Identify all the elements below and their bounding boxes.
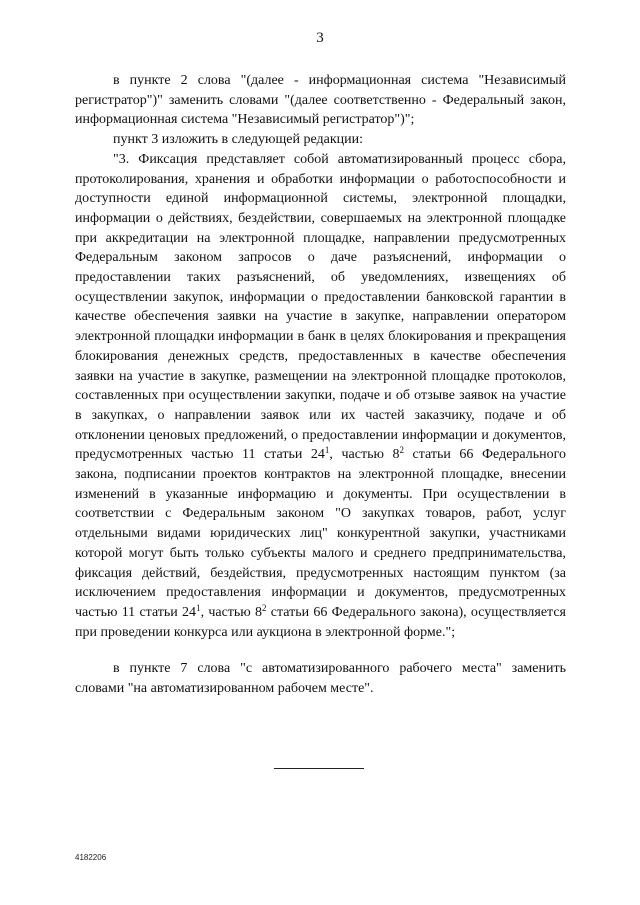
document-body: [75, 71, 566, 699]
page-number: 3: [316, 30, 324, 46]
text-segment: "3. Фиксация представляет собой автоматизированный процесс сбора, протоколирования, хранения и обработки информации о работоспособности и доступности единой информационной системы, электронной площадки, информации о действиях, бездействии, совершаемых на электронной площадке при аккредитации на электронной площадке, направлении предусмотренных Федеральным законом запросов о даче разъяснений, информации о предоставлении таких разъяснений, об уведомлениях, извещениях об осуществлении закупок, информации о предоставлении банковской гарантии в качестве обеспечения заявки на участие в закупке, направлении оператором электронной площадки информации в банк в целях блокирования и прекращения блокирования денежных средств, предоставленных в качестве обеспечения заявки на участие в закупке, размещении на электронной площадке протоколов, составленных при осуществлении закупки, подаче и об отзыве заявок на участие в закупках, о направлении заявок или их частей заказчику, подаче и об отклонении ценовых предложений, о предоставлении информации и документов, предусмотренных частью 11 статьи 24: [75, 151, 566, 463]
paragraph-amend-point-2: в пункте 2 слова "(далее - информационная система "Независимый регистратор")" заменить словами "(далее соответственно - Федеральный закон, информационная система "Независимый регистратор")";: [75, 73, 566, 128]
superscript: 1: [324, 445, 330, 456]
superscript: 2: [262, 602, 267, 613]
paragraph-point-3-intro: пункт 3 изложить в следующей редакции:: [113, 132, 363, 148]
text-segment: , частью 8: [200, 604, 263, 620]
end-divider: [274, 768, 364, 769]
superscript: 1: [196, 602, 201, 613]
text-segment: статьи 66 Федерального закона), осуществляется при проведении конкурса или аукциона в электронной форме.";: [75, 604, 566, 640]
document-code: 4182206: [75, 853, 107, 862]
superscript: 2: [399, 445, 404, 456]
paragraph-amend-point-7: в пункте 7 слова "с автоматизированного рабочего места" заменить словами "на автоматизированном рабочем месте".: [75, 661, 566, 697]
text-segment: статьи 66 Федерального закона, подписании проектов контрактов на электронной площадке, внесении изменений в указанные информацию и документы. При осуществлении в соответствии с Федеральным законом "О закупках товаров, работ, услуг отдельными видами юридических лиц" конкурентной закупки, участниками которой могут быть только субъекты малого и среднего предпринимательства, фиксация действий, бездействия, предусмотренных настоящим пунктом (за исключением предоставления информации и документов, предусмотренных частью 11 статьи 24: [75, 447, 567, 620]
text-segment: , частью 8: [329, 447, 400, 463]
paragraph-point-3-text: [75, 150, 566, 643]
